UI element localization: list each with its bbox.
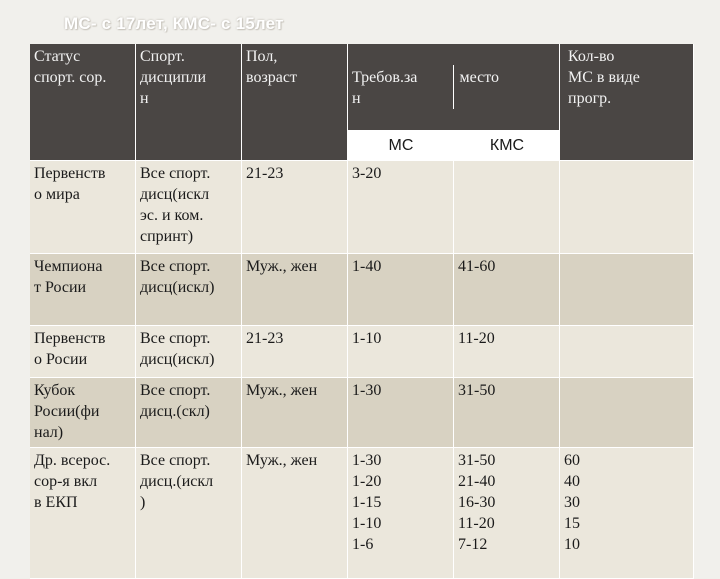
cell-gender-age: Муж., жен (242, 378, 348, 448)
cell-ms: 3-20 (348, 161, 454, 254)
table-row (30, 378, 694, 448)
requirements-table (30, 44, 694, 579)
cell-discipline: Все спорт. дисц(искл) (136, 254, 242, 326)
cell-status: Чемпиона т Росии (30, 254, 136, 326)
table-row (30, 254, 694, 326)
header-ms-count: Кол-во МС в виде прогр. (560, 44, 694, 161)
header-ms: МС (348, 131, 454, 161)
cell-discipline: Все спорт. дисц.(скл) (136, 378, 242, 448)
cell-ms: 1-30 (348, 378, 454, 448)
cell-ms: 1-40 (348, 254, 454, 326)
cell-gender-age: 21-23 (242, 161, 348, 254)
cell-ms: 1-10 (348, 326, 454, 378)
cell-status: Первенств о Росии (30, 326, 136, 378)
cell-discipline: Все спорт. дисц(искл) (136, 326, 242, 378)
cell-gender-age: 21-23 (242, 326, 348, 378)
cell-count: 60 40 30 15 10 (560, 448, 694, 579)
header-gender-age: Пол, возраст (242, 44, 348, 161)
cell-kms: 31-50 21-40 16-30 11-20 7-12 (454, 448, 560, 579)
header-status: Статус спорт. сор. (30, 44, 136, 161)
cell-kms (454, 161, 560, 254)
cell-kms: 41-60 (454, 254, 560, 326)
cell-status: Первенств о мира (30, 161, 136, 254)
cell-status: Кубок Росии(фи нал) (30, 378, 136, 448)
header-row (30, 44, 694, 131)
cell-count (560, 161, 694, 254)
slide-title: МС- с 17лет, КМС- с 15лет (64, 14, 284, 33)
cell-discipline: Все спорт. дисц.(искл ) (136, 448, 242, 579)
cell-kms: 31-50 (454, 378, 560, 448)
cell-kms: 11-20 (454, 326, 560, 378)
cell-gender-age: Муж., жен (242, 448, 348, 579)
header-kms: КМС (454, 131, 560, 161)
cell-count (560, 378, 694, 448)
header-discipline: Спорт. дисципли н (136, 44, 242, 161)
cell-count (560, 326, 694, 378)
cell-status: Др. всерос. сор-я вкл в ЕКП (30, 448, 136, 579)
cell-discipline: Все спорт. дисц(искл эс. и ком. спринт) (136, 161, 242, 254)
header-place: место (459, 69, 500, 86)
cell-ms: 1-30 1-20 1-15 1-10 1-6 (348, 448, 454, 579)
header-requirement-title: Требов.за н (348, 65, 454, 109)
cell-count (560, 254, 694, 326)
table-row (30, 326, 694, 378)
table-row (30, 448, 694, 579)
table-row (30, 161, 694, 254)
cell-gender-age: Муж., жен (242, 254, 348, 326)
header-requirement (348, 44, 560, 131)
